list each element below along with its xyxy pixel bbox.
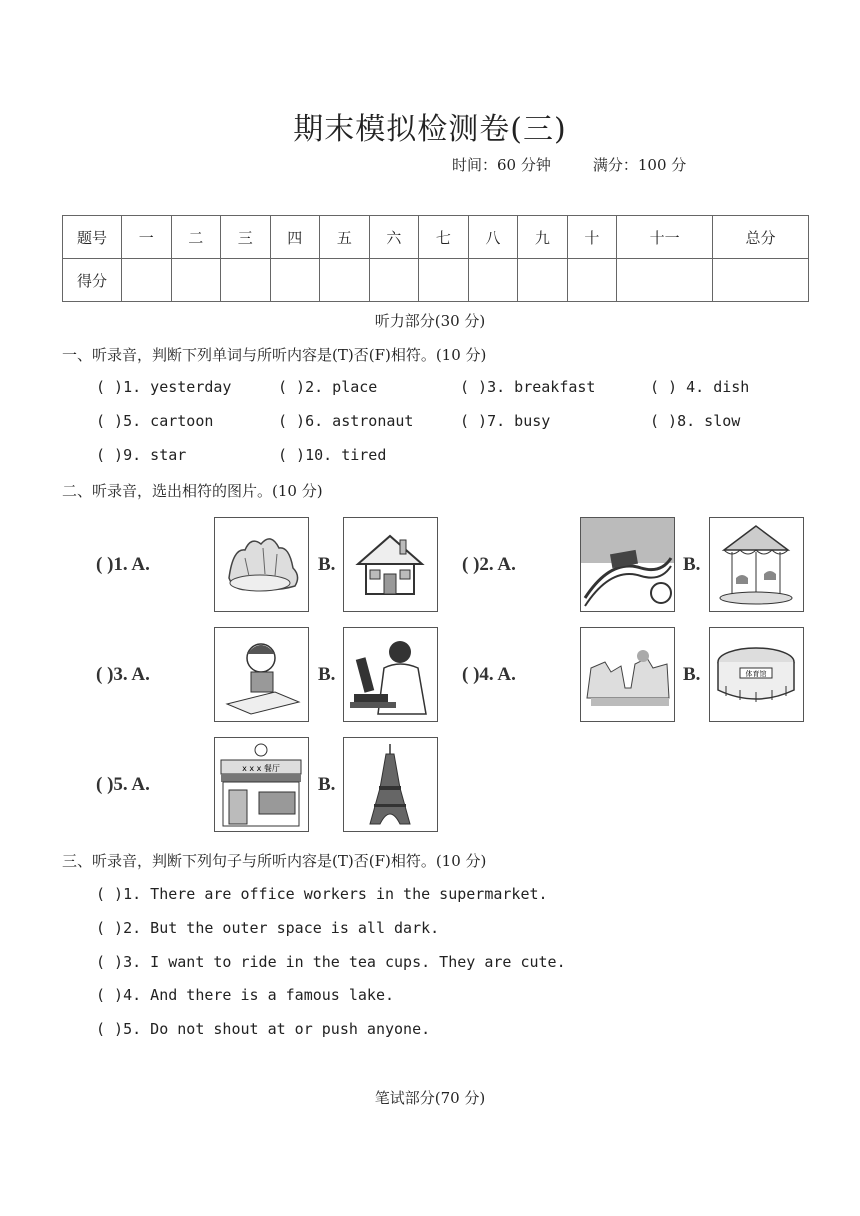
header-cell: 十一 (617, 216, 713, 259)
restaurant-sign: x x x 餐厅 (242, 764, 280, 773)
item-text: 5. Do not shout at or push anyone. (123, 1020, 431, 1038)
question-label: ( )4. A. (462, 664, 516, 685)
item-text: 9. star (123, 446, 187, 464)
answer-blank[interactable]: ( ) (650, 412, 678, 430)
stadium-icon (710, 628, 803, 721)
option-a-mountain-image[interactable] (214, 517, 309, 612)
item-text: 6. astronaut (305, 412, 414, 430)
answer-blank[interactable]: ( ) (96, 986, 124, 1004)
option-b-label: B. (318, 664, 336, 685)
list-item (278, 412, 413, 430)
option-b-scientist-image[interactable] (343, 627, 438, 722)
option-a-restaurant-image[interactable] (214, 737, 309, 832)
score-cell[interactable] (419, 259, 469, 302)
house-icon (344, 518, 437, 611)
option-a-canyon-image[interactable] (580, 627, 675, 722)
section3-title: 三、听录音，判断下列句子与所听内容是(T)否(F)相符。(10 分) (62, 852, 487, 870)
boy-drawing-icon (215, 628, 308, 721)
score-cell[interactable] (567, 259, 617, 302)
header-cell: 二 (171, 216, 221, 259)
scientist-microscope-icon (344, 628, 437, 721)
mountain-icon (215, 518, 308, 611)
answer-blank[interactable]: ( ) (460, 378, 488, 396)
header-cell: 一 (122, 216, 172, 259)
score-cell[interactable] (270, 259, 320, 302)
score-cell[interactable] (468, 259, 518, 302)
question-label: ( )5. A. (96, 774, 150, 795)
score-input-row (63, 259, 809, 302)
score-cell[interactable] (713, 259, 809, 302)
carousel-icon (710, 518, 803, 611)
score-cell[interactable] (369, 259, 419, 302)
answer-blank[interactable]: ( ) (278, 378, 306, 396)
item-text: 1. yesterday (123, 378, 232, 396)
option-b-house-image[interactable] (343, 517, 438, 612)
item-text: 10. tired (305, 446, 387, 464)
score-cell[interactable] (221, 259, 271, 302)
item-text: 1. There are office workers in the supermarket. (123, 885, 548, 903)
header-cell: 十 (567, 216, 617, 259)
section1-title: 一、听录音，判断下列单词与所听内容是(T)否(F)相符。(10 分) (62, 346, 487, 364)
header-cell: 三 (221, 216, 271, 259)
score-table (62, 215, 809, 302)
header-cell: 六 (369, 216, 419, 259)
item-text: 4. dish (677, 378, 750, 396)
list-item (650, 378, 749, 396)
answer-blank[interactable]: ( ) (278, 446, 306, 464)
score-row-label: 得分 (63, 259, 122, 302)
list-item (278, 378, 377, 396)
list-item (96, 446, 186, 464)
item-text: 3. I want to ride in the tea cups. They are cute. (123, 953, 566, 971)
page-title: 期末模拟检测卷(三) (293, 112, 567, 147)
header-cell: 五 (320, 216, 370, 259)
question-label: ( )3. A. (96, 664, 150, 685)
header-cell: 总分 (713, 216, 809, 259)
item-text: 4. And there is a famous lake. (123, 986, 395, 1004)
exam-meta (452, 154, 728, 175)
item-text: 8. slow (677, 412, 741, 430)
option-b-carousel-image[interactable] (709, 517, 804, 612)
full-score: 满分：100 分 (592, 156, 687, 174)
header-cell: 四 (270, 216, 320, 259)
section2-title: 二、听录音，选出相符的图片。(10 分) (62, 482, 323, 500)
score-cell[interactable] (320, 259, 370, 302)
listening-heading: 听力部分(30 分) (374, 312, 486, 330)
score-cell[interactable] (617, 259, 713, 302)
list-item (460, 412, 550, 430)
restaurant-icon (215, 738, 308, 831)
answer-blank[interactable]: ( ) (96, 412, 124, 430)
list-item (460, 378, 595, 396)
stadium-sign: 体育馆 (745, 670, 767, 678)
list-item (96, 378, 231, 396)
option-b-stadium-image[interactable] (709, 627, 804, 722)
item-text: 7. busy (487, 412, 551, 430)
score-cell[interactable] (171, 259, 221, 302)
question-label: ( )1. A. (96, 554, 150, 575)
option-a-boy-drawing-image[interactable] (214, 627, 309, 722)
list-item (278, 446, 386, 464)
answer-blank[interactable]: ( ) (278, 412, 306, 430)
list-item (650, 412, 740, 430)
option-a-rollercoaster-image[interactable] (580, 517, 675, 612)
score-cell[interactable] (122, 259, 172, 302)
item-text: 5. cartoon (123, 412, 214, 430)
question-label: ( )2. A. (462, 554, 516, 575)
answer-blank[interactable]: ( ) (96, 919, 124, 937)
header-cell: 九 (518, 216, 568, 259)
answer-blank[interactable]: ( ) (96, 378, 124, 396)
list-item (96, 919, 439, 937)
header-cell: 八 (468, 216, 518, 259)
option-b-eiffel-tower-image[interactable] (343, 737, 438, 832)
list-item (96, 986, 394, 1004)
score-header-row (63, 216, 809, 259)
eiffel-tower-icon (344, 738, 437, 831)
list-item (96, 953, 566, 971)
answer-blank[interactable]: ( ) (96, 1020, 124, 1038)
option-b-label: B. (683, 554, 701, 575)
roller-coaster-icon (581, 518, 674, 611)
answer-blank[interactable]: ( ) (96, 953, 124, 971)
writing-heading: 笔试部分(70 分) (374, 1089, 486, 1107)
answer-blank[interactable]: ( ) (460, 412, 488, 430)
list-item (96, 1020, 430, 1038)
answer-blank[interactable]: ( ) (650, 378, 678, 396)
answer-blank[interactable]: ( ) (96, 885, 124, 903)
header-cell: 七 (419, 216, 469, 259)
answer-blank[interactable]: ( ) (96, 446, 124, 464)
time-limit: 时间：60 分钟 (452, 156, 551, 174)
option-b-label: B. (318, 774, 336, 795)
list-item (96, 885, 548, 903)
item-text: 2. place (305, 378, 378, 396)
score-cell[interactable] (518, 259, 568, 302)
list-item (96, 412, 213, 430)
item-text: 3. breakfast (487, 378, 596, 396)
item-text: 2. But the outer space is all dark. (123, 919, 440, 937)
header-cell: 题号 (63, 216, 122, 259)
canyon-icon (581, 628, 674, 721)
option-b-label: B. (683, 664, 701, 685)
option-b-label: B. (318, 554, 336, 575)
